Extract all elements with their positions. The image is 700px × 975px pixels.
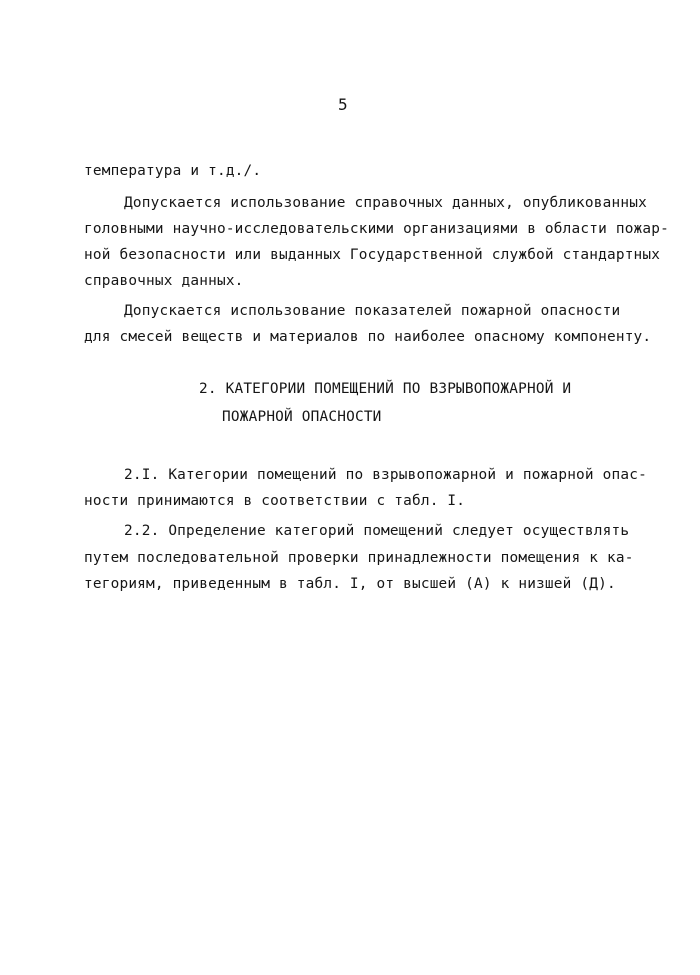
clause-line: 2.2. Определение категорий помещений следует осуществлять	[124, 523, 630, 539]
paragraph-line: Допускается использование показателей пожарной опасности	[124, 303, 621, 319]
paragraph-line: головными научно-исследовательскими организациями в области пожар-	[84, 221, 670, 237]
paragraph-line: ной безопасности или выданных Государственной службой стандартных	[84, 247, 661, 263]
clause-line: путем последовательной проверки принадлежности помещения к ка-	[84, 550, 634, 566]
clause-line: тегориям, приведенным в табл. I, от высшей (А) к низшей (Д).	[84, 576, 616, 592]
clause-line: 2.I. Категории помещений по взрывопожарной и пожарной опас-	[124, 467, 647, 483]
paragraph-line: справочных данных.	[84, 273, 244, 289]
page-number: 5	[338, 95, 348, 114]
paragraph-line: температура и т.д./.	[84, 163, 262, 179]
paragraph-line: для смесей веществ и материалов по наиболее опасному компоненту.	[84, 329, 652, 345]
clause-line: ности принимаются в соответствии с табл. I.	[84, 493, 466, 509]
paragraph-line: Допускается использование справочных данных, опубликованных	[124, 195, 647, 211]
section-heading-line: 2. КАТЕГОРИИ ПОМЕЩЕНИЙ ПО ВЗРЫВОПОЖАРНОЙ И	[199, 381, 572, 397]
section-heading-line: ПОЖАРНОЙ ОПАСНОСТИ	[222, 409, 382, 425]
